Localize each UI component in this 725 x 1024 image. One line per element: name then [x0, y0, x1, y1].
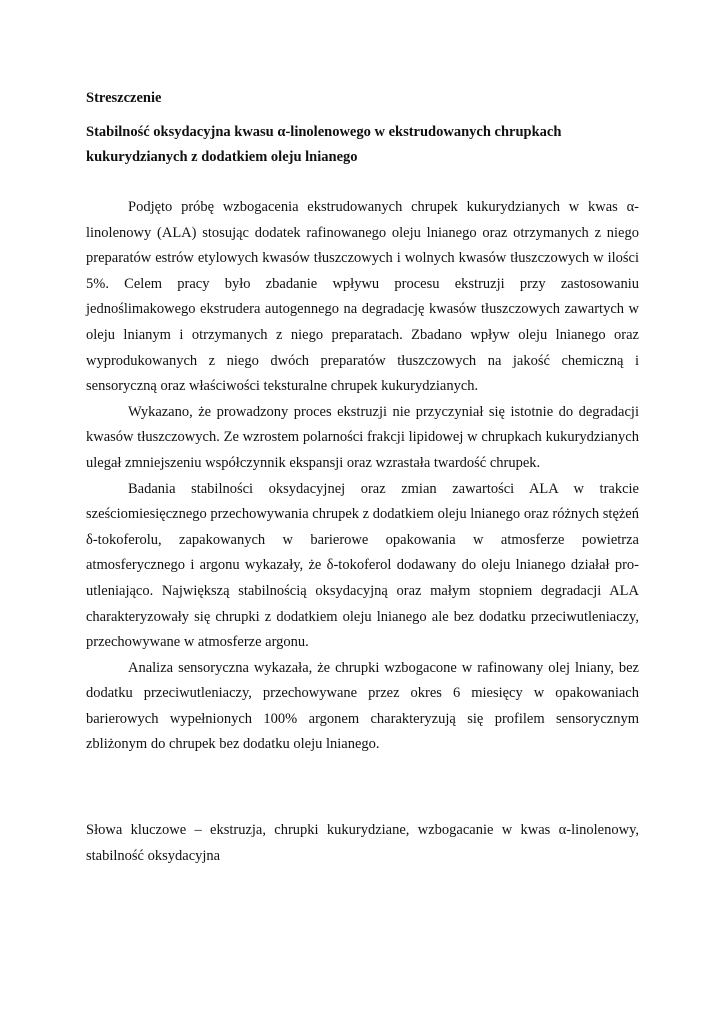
- abstract-paragraph-1: Podjęto próbę wzbogacenia ekstrudowanych chrupek kukurydzianych w kwas α-linolenowy (ALA) stosując dodatek rafinowanego oleju lnianego oraz otrzymanych z niego preparatów estrów etylowych kwasów tłuszczowych i wolnych kwasów tłuszczowych w ilości 5%. Celem pracy było zbadanie wpływu procesu ekstruzji przy zastosowaniu jednoślimakowego ekstrudera autogennego na degradację kwasów tłuszczowych zawartych w oleju lnianym i otrzymanych z niego preparatach. Zbadano wpływ oleju lnianego oraz wyprodukowanych z niego dwóch preparatów tłuszczowych na jakość chemiczną i sensoryczną oraz właściwości teksturalne chrupek kukurydzianych.: [86, 199, 639, 395]
- abstract-paragraph-2: Wykazano, że prowadzony proces ekstruzji nie przyczyniał się istotnie do degradacji kwasów tłuszczowych. Ze wzrostem polarności frakcji lipidowej w chrupkach kukurydzianych ulegał zmniejszeniu współczynnik ekspansji oraz wzrastała twardość chrupek.: [86, 403, 639, 471]
- abstract-paragraph-4: Analiza sensoryczna wykazała, że chrupki wzbogacone w rafinowany olej lniany, bez dodatku przeciwutleniaczy, przechowywane przez okres 6 miesięcy w opakowaniach barierowych wypełnionych 100% argonem charakteryzują się profilem sensorycznym zbliżonym do chrupek bez dodatku oleju lnianego.: [86, 659, 639, 753]
- keywords: Słowa kluczowe – ekstruzja, chrupki kukurydziane, wzbogacanie w kwas α-linolenowy, stabilność oksydacyjna: [86, 822, 639, 864]
- abstract-page: [86, 86, 639, 758]
- abstract-paragraph-3: Badania stabilności oksydacyjnej oraz zmian zawartości ALA w trakcie sześciomiesięcznego przechowywania chrupek z dodatkiem oleju lnianego oraz różnych stężeń δ-tokoferolu, zapakowanych w barierowe opakowania w atmosferze powietrza atmosferycznego i argonu wykazały, że δ-tokoferol dodawany do oleju lnianego działał pro-utleniająco. Największą stabilnością oksydacyjną oraz małym stopniem degradacji ALA charakteryzowały się chrupki z dodatkiem oleju lnianego ale bez dodatku przeciwutleniaczy, przechowywane w atmosferze argonu.: [86, 480, 639, 651]
- document-title: Stabilność oksydacyjna kwasu α-linolenowego w ekstrudowanych chrupkach kukurydzianych z dodatkiem oleju lnianego: [86, 124, 562, 165]
- section-heading: Streszczenie: [86, 90, 162, 106]
